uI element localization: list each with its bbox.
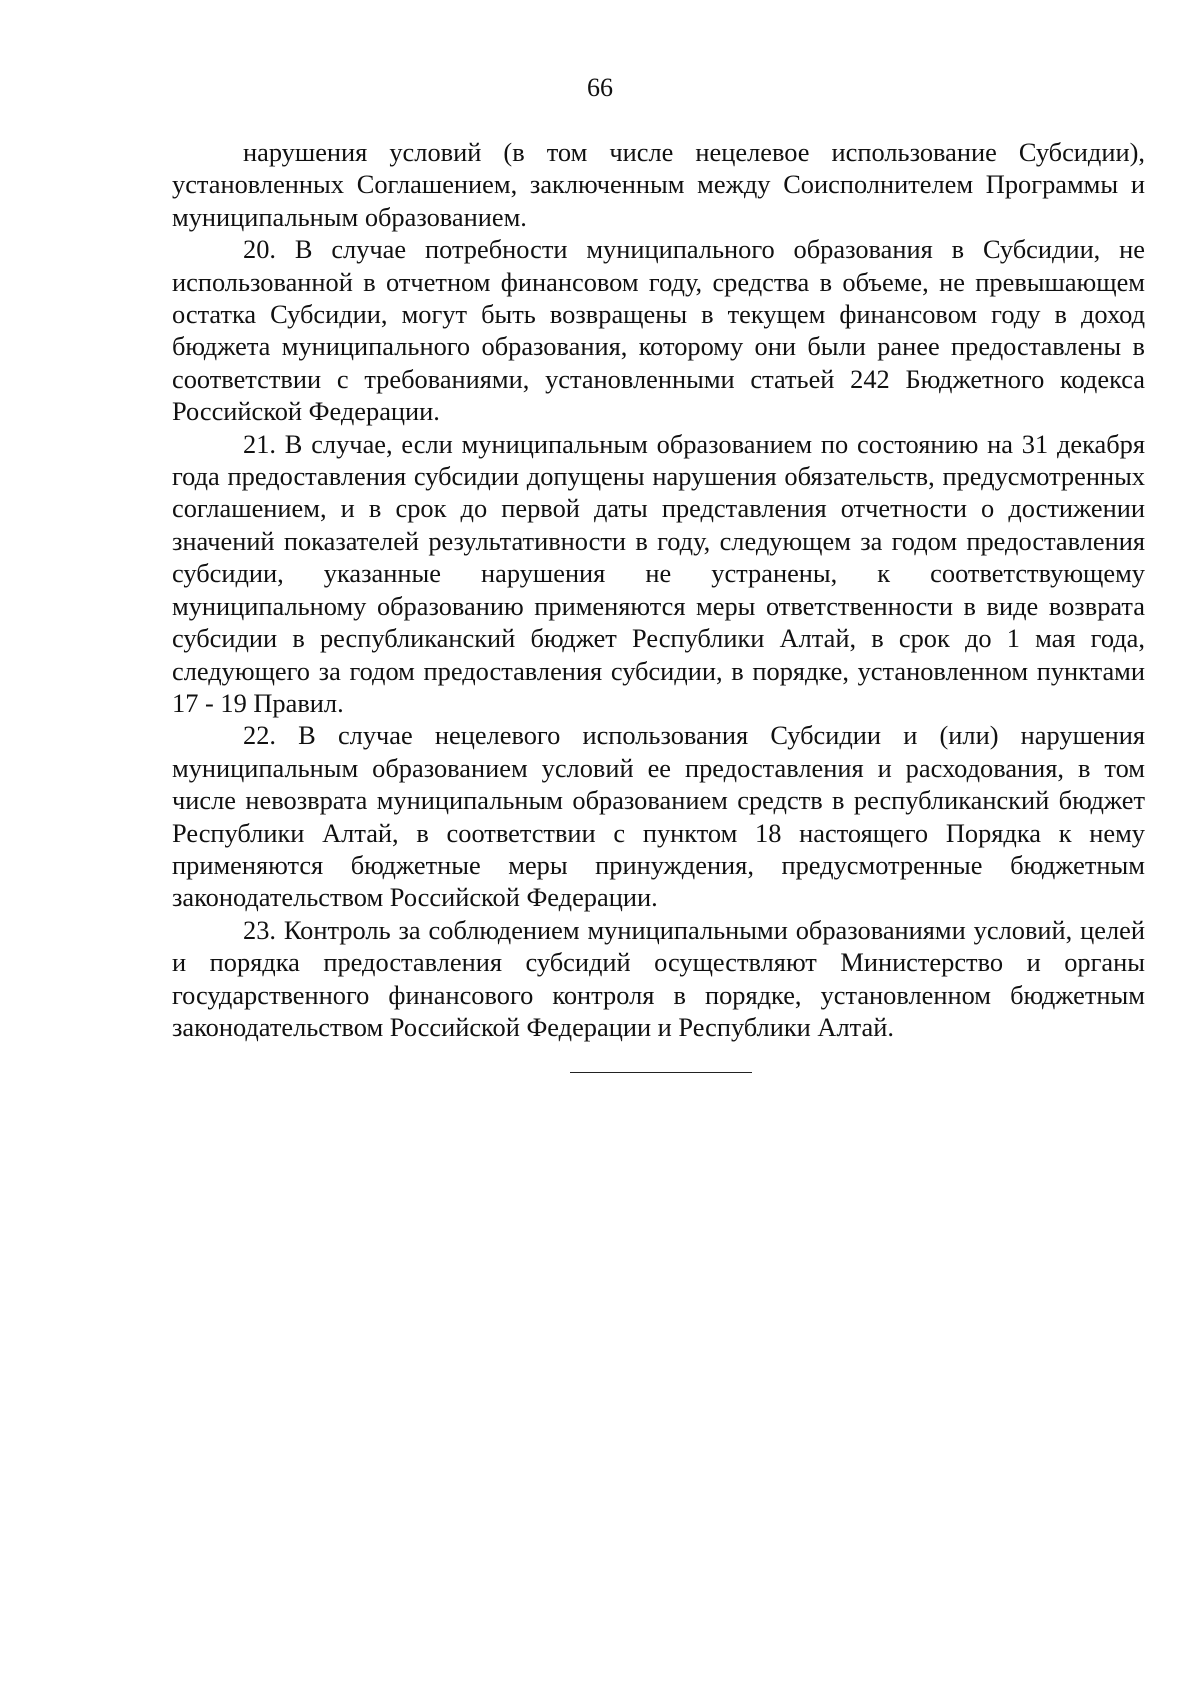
end-of-document-rule: [570, 1072, 752, 1073]
paragraph-continued: нарушения условий (в том числе нецелевое использование Субсидии), установленных Соглашением, заключенным между Соисполнителем Программы и муниципальным образованием.: [172, 137, 1145, 232]
paragraph-20: 20. В случае потребности муниципального образования в Субсидии, не использованной в отчетном финансовом году, средства в объеме, не превышающем остатка Субсидии, могут быть возвращены в текущем финансовом году в доход бюджета муниципального образования, которому они были ранее предоставлены в соответствии с требованиями, установленными статьей 242 Бюджетного кодекса Российской Федерации.: [172, 234, 1145, 427]
document-body: [172, 136, 1145, 1043]
page-number: 66: [587, 73, 613, 102]
paragraph-22: 22. В случае нецелевого использования Субсидии и (или) нарушения муниципальным образованием условий ее предоставления и расходования, в том числе невозврата муниципальным образованием средств в республиканский бюджет Республики Алтай, в соответствии с пунктом 18 настоящего Порядка к нему применяются бюджетные меры принуждения, предусмотренные бюджетным законодательством Российской Федерации.: [172, 720, 1145, 913]
paragraph-21: 21. В случае, если муниципальным образованием по состоянию на 31 декабря года предоставления субсидии допущены нарушения обязательств, предусмотренных соглашением, и в срок до первой даты представления отчетности о достижении значений показателей результативности в году, следующем за годом предоставления субсидии, указанные нарушения не устранены, к соответствующему муниципальному образованию применяются меры ответственности в виде возврата субсидии в республиканский бюджет Республики Алтай, в срок до 1 мая года, следующего за годом предоставления субсидии, в порядке, установленном пунктами 17 - 19 Правил.: [172, 428, 1145, 718]
paragraph-23: 23. Контроль за соблюдением муниципальными образованиями условий, целей и порядка предоставления субсидий осуществляют Министерство и органы государственного финансового контроля в порядке, установленном бюджетным законодательством Российской Федерации и Республики Алтай.: [172, 914, 1145, 1042]
